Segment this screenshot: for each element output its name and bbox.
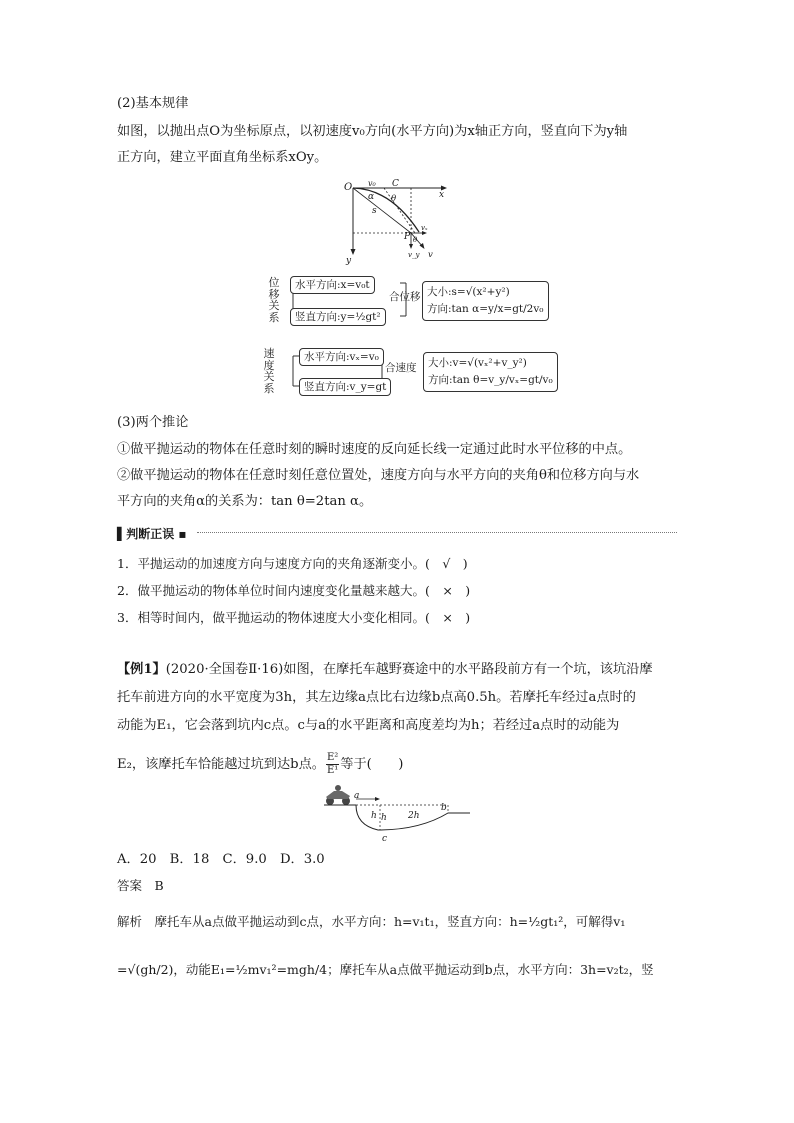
vy-label: v_y: [408, 251, 420, 259]
disp-direction: 方向:tan α=y/x=gt/2v₀: [427, 303, 544, 315]
example-text: E₂，该摩托车恰能越过坑到达b点。: [117, 757, 325, 772]
x-axis-label: x: [439, 190, 445, 200]
theta-at-p-label: θ: [413, 236, 418, 244]
paragraph-line: 如图，以抛出点O为坐标原点，以初速度v₀方向(水平方向)为x轴正方向，竖直向下为y轴: [117, 124, 628, 139]
fraction: [326, 752, 339, 777]
example-text: (2020·全国卷Ⅱ·16)如图，在摩托车越野赛途中的水平路段前方有一个坑，该坑沿摩: [165, 662, 653, 677]
displacement-relation-label: 位移关系: [268, 276, 280, 324]
width-2h-label: 2h: [408, 811, 420, 821]
disp-magnitude: 大小:s=√(x²+y²): [427, 286, 510, 298]
example-text: 等于( ): [340, 757, 404, 772]
y-axis-label: y: [346, 256, 352, 265]
section-heading-two-corollaries: (3)两个推论: [117, 415, 189, 430]
c-label: C: [392, 179, 399, 189]
paragraph-line: 正方向，建立平面直角坐标系xOy。: [117, 150, 328, 165]
alpha-label: α: [368, 192, 375, 202]
example-line: 动能为E₁，它会落到坑内c点。c与a的水平距离和高度差均为h；若经过a点时的动能为: [117, 718, 620, 733]
velocity-relation-label: 速度关系: [263, 347, 275, 395]
judge-item: 1．平抛运动的加速度方向与速度方向的夹角逐渐变小。( √ ): [117, 556, 468, 571]
section-heading-basic-laws: (2)基本规律: [117, 96, 189, 111]
disp-result-box: [422, 281, 549, 321]
vel-combine-label: 合速度: [385, 362, 417, 374]
divider: [197, 532, 677, 533]
analysis-line: =√(gh/2)，动能E₁=½mv₁²=mgh/4；摩托车从a点做平抛运动到b点，水平方向：3h=v₂t₂，竖: [117, 962, 654, 977]
motorcycle-icon: [326, 785, 350, 805]
disp-horizontal-box: 水平方向:x=v₀t: [290, 276, 375, 294]
vel-result-box: [423, 352, 558, 392]
vx-label: vₓ: [421, 224, 428, 232]
corollary-2-line1: ②做平抛运动的物体在任意时刻任意位置处，速度方向与水平方向的夹角θ和位移方向与水: [117, 468, 640, 483]
v0-label: v₀: [368, 179, 376, 188]
example-line: 托车前进方向的水平宽度为3h，其左边缘a点比右边缘b点高0.5h。若摩托车经过a点时的: [117, 690, 636, 705]
disp-combine-label: 合位移: [389, 291, 421, 303]
height-h-label: h: [381, 813, 387, 823]
vel-direction: 方向:tan θ=v_y/vₓ=gt/v₀: [428, 374, 553, 386]
judge-item: 3．相等时间内，做平抛运动的物体速度大小变化相同。( × ): [117, 610, 471, 625]
vel-magnitude: 大小:v=√(vₓ²+v_y²): [428, 357, 527, 369]
width-h-label: h: [371, 811, 377, 821]
point-a-label: a: [354, 791, 360, 801]
v-label: v: [428, 250, 433, 260]
example-line: [117, 752, 403, 777]
disp-vertical-box: 竖直方向:y=½gt²: [290, 308, 386, 326]
corollary-2-line2: 平方向的夹角α的关系为：tan θ=2tan α。: [117, 494, 373, 509]
p-label: P: [404, 232, 411, 242]
s-label: s: [372, 206, 377, 216]
motorcycle-pit-diagram: [320, 785, 475, 847]
answer-options: A．20 B．18 C．9.0 D．3.0: [117, 852, 325, 867]
example-tag: 【例1】: [117, 662, 166, 677]
judge-heading: ▌判断正误 ▪: [117, 527, 187, 541]
point-c-label: c: [382, 834, 388, 844]
origin-label: O: [344, 182, 353, 193]
example-line: [117, 660, 653, 680]
vel-vertical-box: 竖直方向:v_y=gt: [299, 378, 391, 396]
fraction-numerator: E²: [326, 752, 339, 763]
analysis-line: 解析 摩托车从a点做平抛运动到c点，水平方向：h=v₁t₁，竖直方向：h=½gt₁²，可解得v₁: [117, 914, 626, 929]
point-b-label: b: [441, 803, 447, 813]
projectile-diagram: [335, 175, 460, 265]
fraction-denominator: E¹: [326, 765, 339, 776]
theta-label: θ: [391, 194, 397, 204]
corollary-1: ①做平抛运动的物体在任意时刻的瞬时速度的反向延长线一定通过此时水平位移的中点。: [117, 442, 632, 457]
answer-line: 答案 B: [117, 878, 164, 893]
judge-item: 2．做平抛运动的物体单位时间内速度变化量越来越大。( × ): [117, 583, 471, 598]
vel-horizontal-box: 水平方向:vₓ=v₀: [299, 348, 384, 366]
